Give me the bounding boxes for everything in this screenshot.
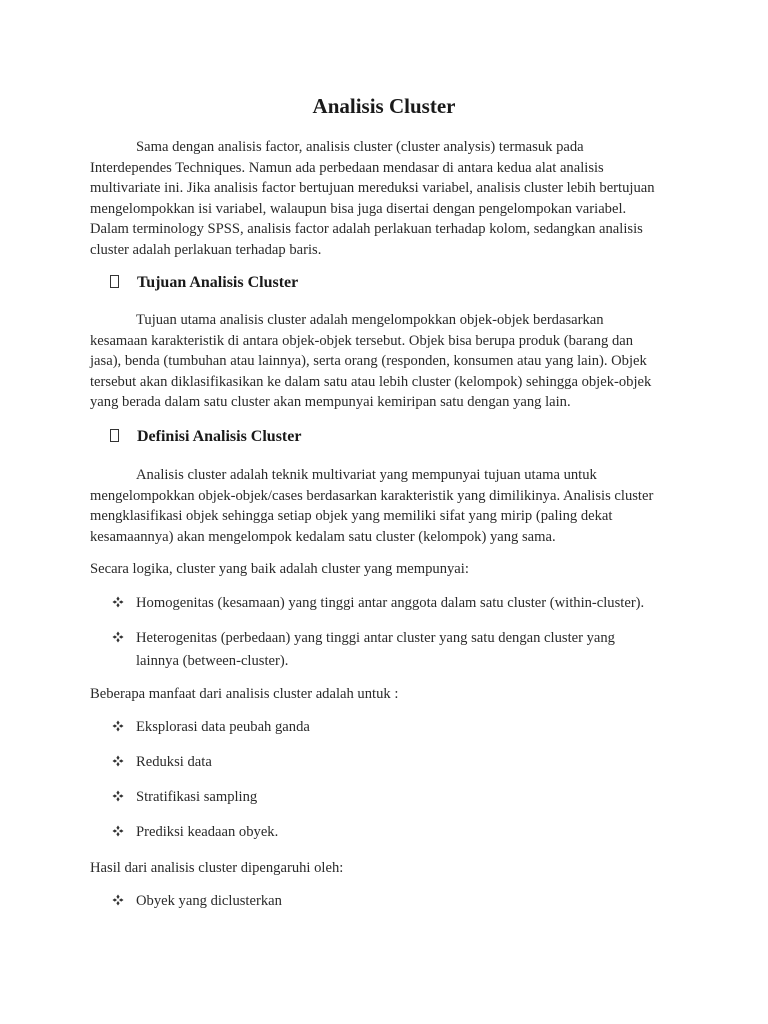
definisi-paragraph xyxy=(90,465,680,547)
list-item xyxy=(112,890,282,913)
list-item-text: Homogenitas (kesamaan) yang tinggi antar anggota dalam satu cluster (within-cluster). xyxy=(136,595,645,611)
four-diamond-icon xyxy=(112,790,124,802)
paragraph-line: Dalam terminology SPSS, analisis factor adalah perlakuan terhadap kolom, sedangkan analisis xyxy=(90,221,643,238)
paragraph-line: yang berada dalam satu cluster akan mempunyai kemiripan satu dengan yang lain. xyxy=(90,394,571,411)
list-item xyxy=(112,821,278,844)
list-item-text: Eksplorasi data peubah ganda xyxy=(136,719,310,735)
paragraph-line: jasa), benda (tumbuhan atau lainnya), serta orang (responden, konsumen atau yang lain). Objek xyxy=(90,353,647,370)
paragraph-line: kesamaannya) akan mengelompok kedalam satu cluster (kelompok) yang sama. xyxy=(90,528,556,545)
paragraph-line: Sama dengan analisis factor, analisis cluster (cluster analysis) termasuk pada xyxy=(136,139,584,155)
list-item xyxy=(112,751,212,774)
four-diamond-icon xyxy=(112,720,124,732)
paragraph-line: cluster adalah perlakuan terhadap baris. xyxy=(90,241,322,258)
list-item-text: Heterogenitas (perbedaan) yang tinggi antar cluster yang satu dengan cluster yang xyxy=(136,630,615,646)
logika-intro: Secara logika, cluster yang baik adalah cluster yang mempunyai: xyxy=(90,561,469,577)
hasil-intro: Hasil dari analisis cluster dipengaruhi oleh: xyxy=(90,860,344,876)
empty-square-icon xyxy=(110,275,119,288)
list-item-text: Reduksi data xyxy=(136,754,212,770)
four-diamond-icon xyxy=(112,596,124,608)
four-diamond-icon xyxy=(112,894,124,906)
four-diamond-icon xyxy=(112,631,124,643)
four-diamond-icon xyxy=(112,755,124,767)
paragraph-line: Interdependes Techniques. Namun ada perbedaan mendasar di antara kedua alat analisis xyxy=(90,159,604,176)
paragraph-line: mengelompokkan isi variabel, walaupun bisa juga disertai dengan pengelompokan variabel. xyxy=(90,200,627,217)
section-heading-definisi xyxy=(110,428,301,446)
list-item xyxy=(112,786,257,809)
list-item-text: Stratifikasi sampling xyxy=(136,789,258,805)
section-heading-tujuan xyxy=(110,274,298,292)
paragraph-line: Tujuan utama analisis cluster adalah mengelompokkan objek-objek berdasarkan xyxy=(136,312,604,328)
section-heading-label: Tujuan Analisis Cluster xyxy=(137,274,299,291)
intro-paragraph xyxy=(90,137,680,261)
section-heading-label: Definisi Analisis Cluster xyxy=(137,428,302,445)
tujuan-paragraph xyxy=(90,310,680,413)
empty-square-icon xyxy=(110,429,119,442)
manfaat-intro: Beberapa manfaat dari analisis cluster adalah untuk : xyxy=(90,686,399,702)
list-item-text: lainnya (between-cluster). xyxy=(136,653,289,669)
paragraph-line: kesamaan karakteristik di antara objek-objek tersebut. Objek bisa berupa produk (barang dan xyxy=(90,332,634,349)
paragraph-line: Analisis cluster adalah teknik multivariat yang mempunyai tujuan utama untuk xyxy=(136,467,597,483)
list-item xyxy=(112,716,310,739)
list-item xyxy=(112,592,644,615)
page-title: Analisis Cluster xyxy=(312,94,456,118)
four-diamond-icon xyxy=(112,825,124,837)
paragraph-line: tersebut akan diklasifikasikan ke dalam satu atau lebih cluster (kelompok) sehingga objek-objek xyxy=(90,373,652,390)
paragraph-line: multivariate ini. Jika analisis factor bertujuan mereduksi variabel, analisis cluster lebih bertujuan xyxy=(90,180,655,197)
list-item-text: Obyek yang diclusterkan xyxy=(136,893,282,909)
list-item-text: Prediksi keadaan obyek. xyxy=(136,824,279,840)
paragraph-line: mengklasifikasi objek sehingga setiap objek yang memiliki sifat yang mirip (paling dekat xyxy=(90,508,613,525)
list-item xyxy=(112,627,615,673)
paragraph-line: mengelompokkan objek-objek/cases berdasarkan karakteristik yang dimilikinya. Analisis cluster xyxy=(90,487,654,504)
